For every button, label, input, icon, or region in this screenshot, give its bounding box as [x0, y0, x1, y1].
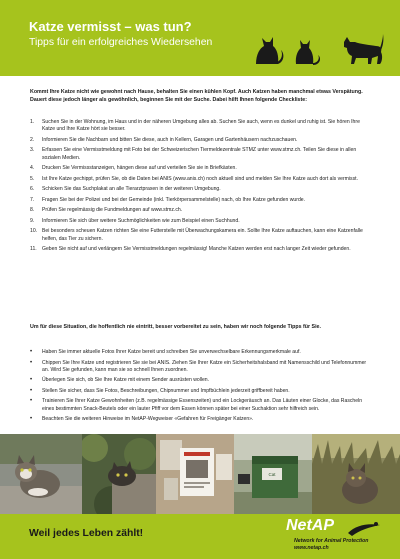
list-number: 5. [30, 175, 35, 182]
list-item [30, 186, 374, 193]
list-text: Überlegen Sie sich, ob Sie Ihre Katze mit einem Sender ausrüsten wollen. [42, 377, 210, 384]
bullet-icon: • [30, 416, 33, 423]
list-text: Bei besonders scheuen Katzen richten Sie eine Futterstelle mit Überwachungskamera ein. Sollte Ihre Katze auftauchen, kann eine Katzenfalle helfen, das Tier zu sichern. [42, 228, 363, 242]
list-number: 4. [30, 165, 35, 172]
footer-banner [0, 514, 400, 559]
list-item [30, 388, 374, 395]
list-number: 6. [30, 186, 35, 193]
list-item [30, 360, 374, 375]
logo-tagline: Network for Animal Protection [294, 538, 369, 544]
header-banner [0, 0, 400, 76]
logo-wordmark: NetAP [286, 517, 335, 534]
intro-paragraph: Kommt Ihre Katze nicht wie gewohnt nach Hause, behalten Sie einen kühlen Kopf. Auch Katzen haben manchmal etwas Verspätung. Dauert diese jedoch länger als gewöhnlich, beginnen Sie mit der Suche. Dabei hilft Ihnen folgende Checkliste: [30, 89, 363, 103]
list-item [30, 398, 374, 413]
list-item [30, 416, 374, 423]
list-text: Drucken Sie Vermissstanzeigen, hängen diese auf und verteilen Sie sie in Briefkästen. [42, 165, 237, 172]
list-text: Suchen Sie in der Wohnung, im Haus und in der näheren Umgebung alles ab. Suchen Sie auch, wenn es dunkel und ruhig ist. Sie hören Ihre Katze und Ihre Katze hört sie besser. [42, 119, 360, 133]
list-item [30, 147, 374, 162]
list-item [30, 207, 374, 214]
logo-url: www.netap.ch [294, 545, 329, 551]
list-number: 8. [30, 207, 35, 214]
bullet-icon: • [30, 359, 33, 366]
list-text: Chippen Sie Ihre Katze und registrieren Sie sie bei ANIS. Ziehen Sie Ihrer Katze ein Sicherheitshalsband mit Namensschild und Telefonnummer an. Wird Sie gefunden, kann man sie so schnell Ihnen zuordnen. [42, 359, 367, 373]
list-item [30, 228, 374, 243]
list-text: Schicken Sie das Suchplakat an alle Tierarztpraxen in der weiteren Umgebung. [42, 186, 221, 193]
list-item [30, 349, 374, 356]
list-number: 9. [30, 217, 35, 224]
list-text: Trainieren Sie Ihrer Katze Gewohnheiten (z.B. regelmässige Essenszeiten) und ein Lockgeräusch an. Das Läuten einer Glocke, das Rascheln eines bestimmten Snack-Beutels oder ein lauter Pfiff vor dem Essen können später bei einer Suchaktion sehr hilfreich sein. [42, 398, 363, 412]
list-text: Erfassen Sie eine Vermisstmeldung mit Foto bei der Schweizerischen Tiermeldezentrale STMZ unter www.stmz.ch. Teilen Sie diese in allen sozialen Medien. [42, 147, 357, 161]
list-text: Informieren Sie die Nachbarn und bitten Sie diese, auch in Kellern, Garagen und Gartenhäusern nachzuschauen. [42, 136, 298, 143]
list-number: 1. [30, 119, 35, 125]
bullet-icon: • [30, 398, 33, 405]
page-title: Katze vermisst – was tun? [29, 19, 192, 34]
list-text: Fragen Sie bei der Polizei und bei der Gemeinde (inkl. Tierkörpersammelstelle) nach, ob Ihre Katze gefunden wurde. [42, 196, 306, 203]
photo-strip [0, 434, 400, 514]
swoosh-icon [346, 521, 382, 537]
bullet-icon: • [30, 349, 33, 355]
checklist [30, 119, 374, 257]
photo-missing-poster [156, 434, 234, 514]
bullet-icon: • [30, 387, 33, 394]
cat-silhouettes-icon [252, 28, 384, 66]
list-text: Informieren Sie sich über weitere Suchmöglichkeiten wie zum Beispiel einen Suchhund. [42, 217, 240, 224]
preparation-heading: Um für diese Situation, die hoffentlich nie eintritt, besser vorbereitet zu sein, haben wir noch folgende Tipps für Sie. [30, 324, 321, 330]
list-number: 11. [30, 246, 37, 253]
photo-cat-tabby [0, 434, 82, 514]
list-item [30, 246, 374, 253]
list-text: Beachten Sie die weiteren Hinweise im NetAP-Wegweiser «Gefahren für Freigänger Katzen». [42, 416, 254, 423]
page-subtitle: Tipps für ein erfolgreiches Wiedersehen [29, 37, 213, 48]
list-item [30, 119, 374, 134]
list-number: 2. [30, 136, 35, 143]
list-item [30, 218, 374, 225]
list-text: Geben Sie nicht auf und verlängern Sie Vermisstmeldungen regelmässig! Manche Katzen werden erst nach langer Zeit wieder gefunden. [42, 246, 351, 253]
list-text: Prüfen Sie regelmässig die Fundmeldungen auf www.stmz.ch. [42, 207, 183, 214]
tips-list [30, 349, 374, 427]
footer-slogan: Weil jedes Leben zählt! [29, 528, 144, 539]
photo-cat-hiding [82, 434, 156, 514]
list-item [30, 377, 374, 384]
list-number: 7. [30, 196, 35, 203]
list-text: Haben Sie immer aktuelle Fotos Ihrer Katze bereit und schreiben Sie unverwechselbare Erkennungsmerkmale auf. [42, 349, 301, 355]
list-text: Ist Ihre Katze gechippt, prüfen Sie, ob die Daten bei ANIS (www.anis.ch) noch aktuell sind und melden Sie Ihre Katze auch dort als vermisst. [42, 175, 358, 182]
svg-text:Cat: Cat [268, 472, 276, 477]
list-number: 10. [30, 228, 38, 235]
bullet-icon: • [30, 377, 33, 384]
photo-cat-grass [312, 434, 400, 514]
list-item [30, 197, 374, 204]
list-item [30, 176, 374, 183]
list-number: 3. [30, 147, 35, 154]
list-item [30, 137, 374, 144]
photo-cat-trap [234, 434, 312, 514]
netap-logo [286, 517, 382, 557]
list-text: Stellen Sie sicher, dass Sie Fotos, Beschreibungen, Chipnummer und Impfbüchlein jederzeit griffbereit haben. [42, 387, 290, 394]
list-item [30, 165, 374, 172]
